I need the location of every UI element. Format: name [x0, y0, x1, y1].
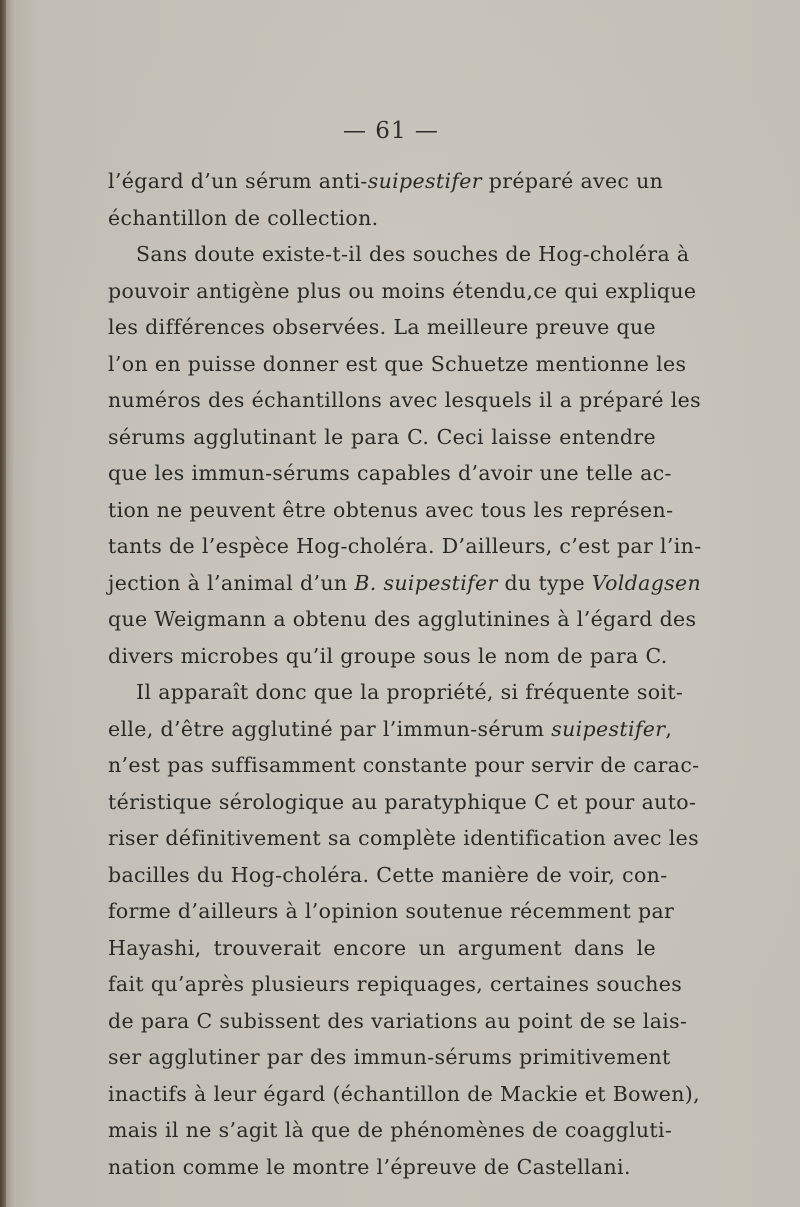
text-line: numéros des échantillons avec lesquels il a préparé les	[108, 388, 702, 412]
text-line: tion ne peuvent être obtenus avec tous les représen-	[108, 497, 674, 522]
text-line: bacilles du Hog-choléra. Cette manière de voir, con-	[108, 862, 668, 887]
text-line: elle, d’être agglutiné par l’immun-sérum suipestifer,	[108, 716, 673, 741]
text-line: sérums agglutinant le para C. Ceci laisse entendre	[108, 424, 656, 449]
body-text	[108, 163, 702, 1185]
book-spine-shadow	[0, 0, 6, 1207]
text-line: pouvoir antigène plus ou moins étendu,ce qui explique	[108, 278, 697, 303]
paragraph-3	[108, 674, 700, 1185]
text-line: fait qu’après plusieurs repiquages, certaines souches	[108, 972, 683, 996]
text-line: téristique sérologique au paratyphique C et pour auto-	[108, 789, 697, 814]
text-line: forme d’ailleurs à l’opinion soutenue récemment par	[108, 899, 675, 923]
text-line: l’égard d’un sérum anti-suipestifer préparé avec un	[108, 169, 664, 193]
text-line: mais il ne s’agit là que de phénomènes de coaggluti-	[108, 1118, 673, 1142]
text-line: jection à l’animal d’un B. suipestifer du type Voldagsen	[108, 570, 702, 595]
paragraph-2	[108, 236, 702, 674]
text-line: les différences observées. La meilleure preuve que	[108, 315, 656, 339]
text-line: tants de l’espèce Hog-choléra. D’ailleurs, c’est par l’in-	[108, 534, 702, 558]
text-line: ser agglutiner par des immun-sérums primitivement	[108, 1045, 671, 1069]
text-line: Hayashi, trouverait encore un argument dans le	[108, 935, 656, 960]
text-line: que Weigmann a obtenu des agglutinines à l’égard des	[108, 607, 697, 631]
text-line: Il apparaît donc que la propriété, si fréquente soit-	[136, 680, 684, 704]
page-number: — 61 —	[343, 118, 439, 144]
text-line: de para C subissent des variations au point de se lais-	[108, 1008, 688, 1033]
text-line: inactifs à leur égard (échantillon de Mackie et Bowen),	[108, 1081, 700, 1106]
text-line: que les immun-sérums capables d’avoir une telle ac-	[108, 461, 672, 485]
text-line: Sans doute existe-t-il des souches de Hog-choléra à	[136, 242, 690, 266]
text-line: échantillon de collection.	[108, 205, 379, 230]
text-line: riser définitivement sa complète identification avec les	[108, 826, 699, 850]
paragraph-1	[108, 163, 664, 236]
text-line: divers microbes qu’il groupe sous le nom de para C.	[108, 643, 668, 668]
text-line: n’est pas suffisamment constante pour servir de carac-	[108, 753, 700, 777]
text-line: nation comme le montre l’épreuve de Castellani.	[108, 1154, 631, 1179]
text-line: l’on en puisse donner est que Schuetze mentionne les	[108, 351, 687, 376]
